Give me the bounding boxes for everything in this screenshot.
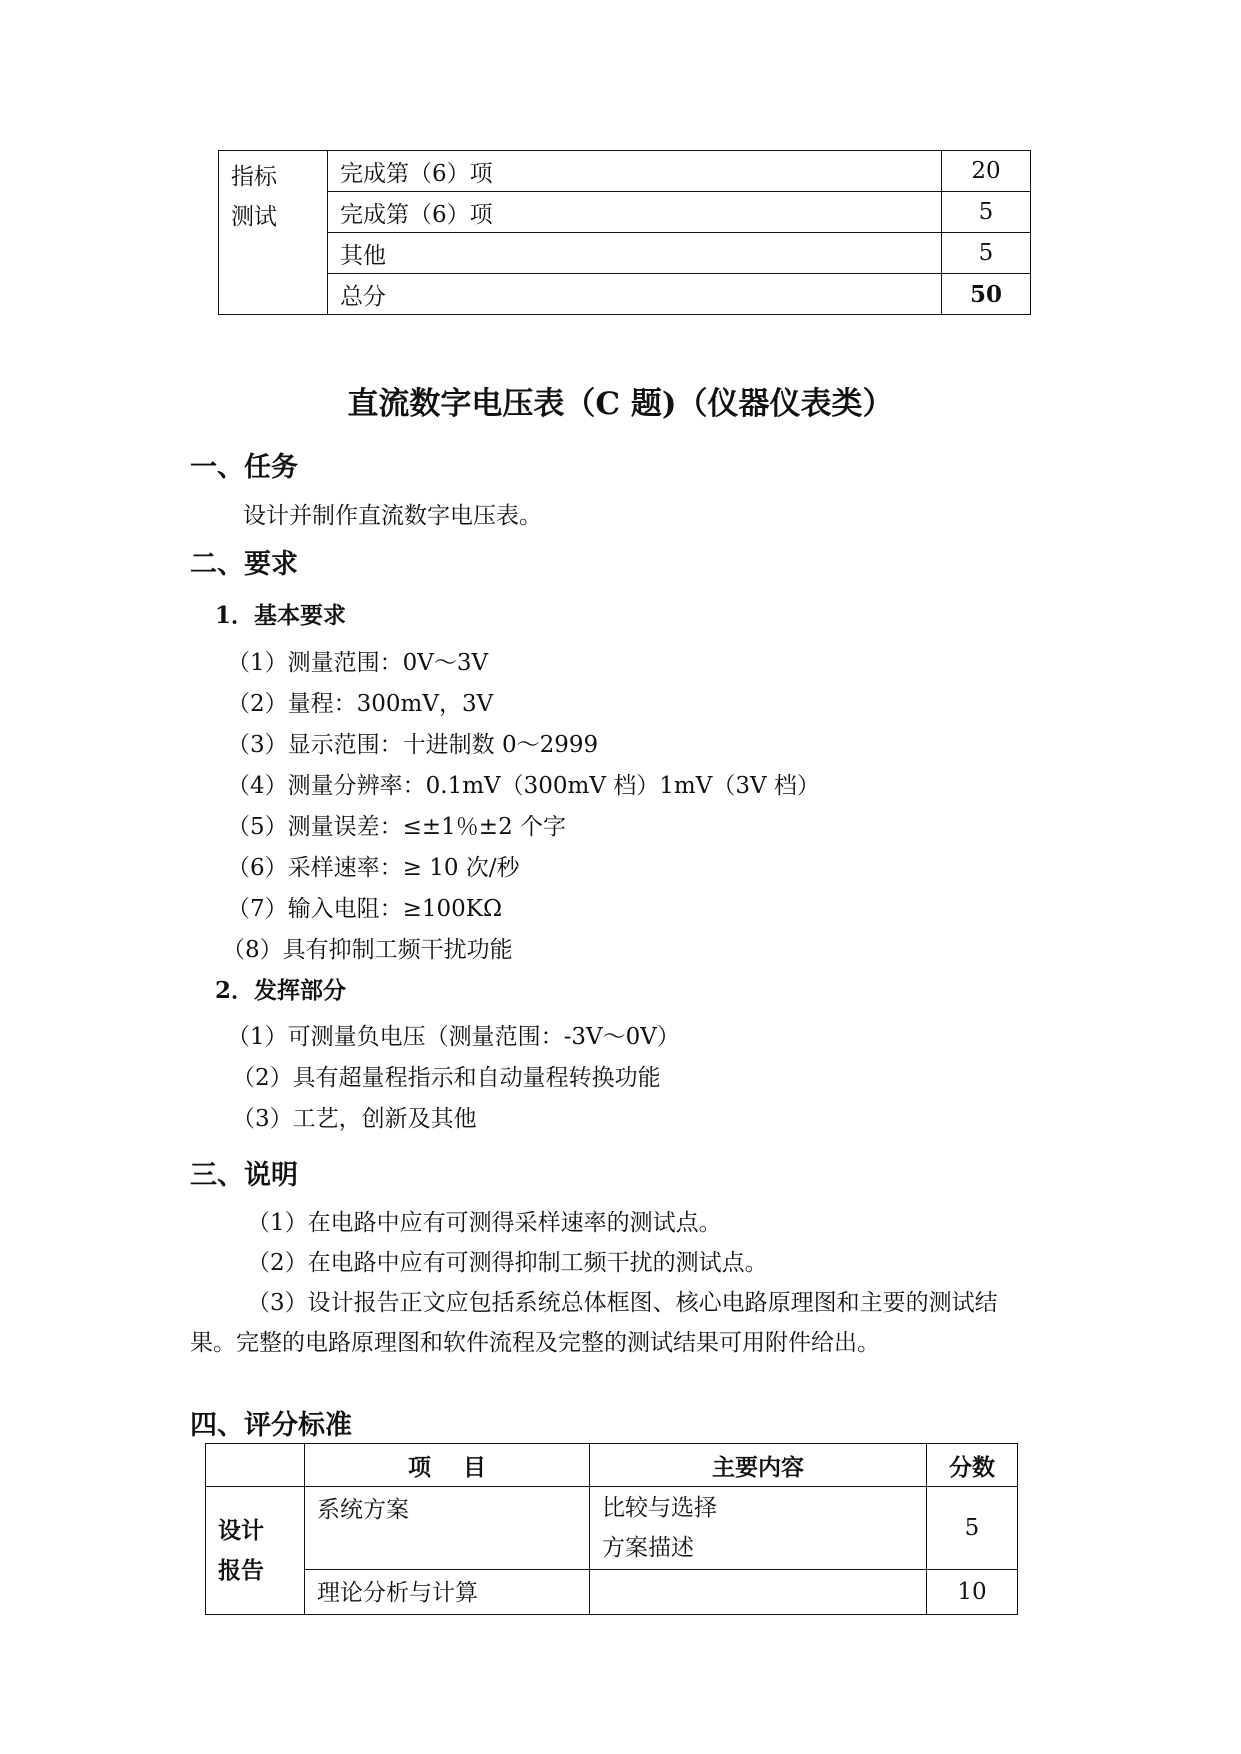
extended-item: （2）具有超量程指示和自动量程转换功能 <box>232 1065 661 1091</box>
requirements-heading: 二、要求 <box>190 549 298 580</box>
section-label-line: 报告 <box>218 1556 264 1584</box>
requirement-item: （3）显示范围：十进制数 0～2999 <box>227 732 599 758</box>
extended-requirements-heading: 2．发挥部分 <box>215 977 347 1004</box>
extended-item: （1）可测量负电压（测量范围：-3V～0V） <box>227 1024 680 1050</box>
page-title: 直流数字电压表（C 题)（仪器仪表类） <box>347 386 894 422</box>
total-score-cell: 50 <box>942 274 1031 315</box>
score-cell: 10 <box>927 1570 1018 1615</box>
content-line: 比较与选择 <box>602 1495 717 1521</box>
scoring-table <box>205 1443 1018 1615</box>
header-item: 项 目 <box>305 1444 590 1487</box>
requirement-item: （8）具有抑制工频干扰功能 <box>222 937 513 963</box>
content-cell <box>590 1487 927 1570</box>
score-cell: 5 <box>942 192 1031 233</box>
requirement-item: （1）测量范围：0V～3V <box>227 650 489 676</box>
section-label-cell <box>219 151 328 315</box>
item-cell: 理论分析与计算 <box>305 1570 590 1615</box>
item-cell: 系统方案 <box>305 1487 590 1570</box>
requirement-item: （7）输入电阻：≥100KΩ <box>227 896 503 922</box>
section-label-line: 设计 <box>218 1516 264 1544</box>
scoring-heading: 四、评分标准 <box>190 1410 352 1441</box>
section-label-line: 测试 <box>231 204 277 230</box>
extended-item: （3）工艺，创新及其他 <box>232 1106 477 1132</box>
section-label-cell <box>206 1487 305 1615</box>
requirement-item: （4）测量分辨率：0.1mV（300mV 档）1mV（3V 档） <box>227 773 820 799</box>
score-cell: 5 <box>942 233 1031 274</box>
notes-heading: 三、说明 <box>190 1160 298 1191</box>
note-item: （3）设计报告正文应包括系统总体框图、核心电路原理图和主要的测试结 <box>247 1290 998 1316</box>
item-cell: 总分 <box>328 274 942 315</box>
requirement-item: （5）测量误差：≤±1％±2 个字 <box>227 814 567 840</box>
header-blank-cell <box>206 1444 305 1487</box>
basic-requirements-heading: 1．基本要求 <box>215 602 347 629</box>
score-cell: 5 <box>927 1487 1018 1570</box>
note-item: 果。完整的电路原理图和软件流程及完整的测试结果可用附件给出。 <box>190 1330 880 1356</box>
requirement-item: （6）采样速率：≥ 10 次/秒 <box>227 855 520 881</box>
top-score-table <box>218 150 1031 315</box>
item-cell: 完成第（6）项 <box>328 192 942 233</box>
requirement-item: （2）量程：300mV，3V <box>227 691 494 717</box>
content-line: 方案描述 <box>602 1535 694 1561</box>
note-item: （2）在电路中应有可测得抑制工频干扰的测试点。 <box>247 1250 768 1276</box>
item-cell: 其他 <box>328 233 942 274</box>
task-heading: 一、任务 <box>190 452 298 483</box>
header-score: 分数 <box>927 1444 1018 1487</box>
section-label-line: 指标 <box>231 164 277 190</box>
task-text: 设计并制作直流数字电压表。 <box>243 503 542 529</box>
content-cell <box>590 1570 927 1615</box>
score-cell: 20 <box>942 151 1031 192</box>
note-item: （1）在电路中应有可测得采样速率的测试点。 <box>247 1210 722 1236</box>
header-content: 主要内容 <box>590 1444 927 1487</box>
item-cell: 完成第（6）项 <box>328 151 942 192</box>
